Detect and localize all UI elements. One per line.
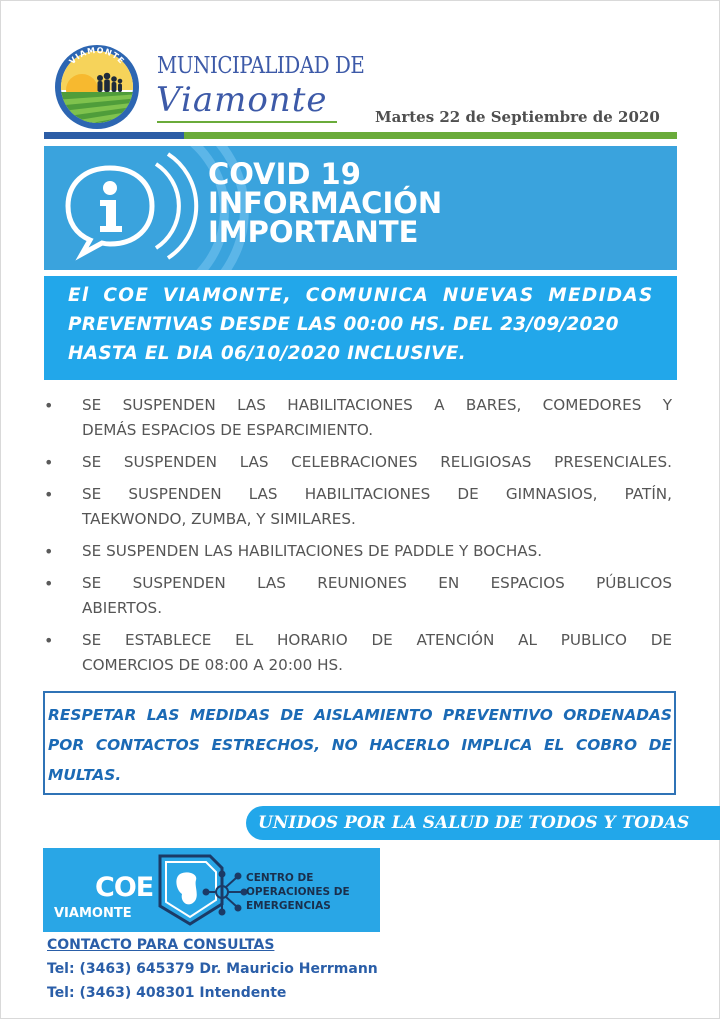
- measure-1-line-2: DEMÁS ESPACIOS DE ESPARCIMIENTO.: [82, 421, 374, 439]
- measure-6-line-1: SE ESTABLECE EL HORARIO DE ATENCIÓN AL PUBLICO DE: [82, 631, 672, 649]
- notice-line-3: MULTAS.: [48, 766, 122, 784]
- coe-desc-line-2: OPERACIONES DE: [246, 886, 350, 898]
- coe-desc-line-1: CENTRO DE: [246, 872, 314, 884]
- contact-heading: CONTACTO PARA CONSULTAS: [47, 937, 275, 953]
- measure-4-line-1: SE SUSPENDEN LAS HABILITACIONES DE PADDLE Y BOCHAS.: [82, 542, 543, 560]
- measure-5-line-2: ABIERTOS.: [82, 599, 163, 617]
- lead-line-2: PREVENTIVAS DESDE LAS 00:00 HS. DEL 23/09/2020: [68, 314, 619, 335]
- bullet-dot: •: [44, 485, 54, 504]
- measure-3-line-2: TAEKWONDO, ZUMBA, Y SIMILARES.: [82, 510, 356, 528]
- bullet-dot: •: [44, 631, 54, 650]
- measure-6-line-2: COMERCIOS DE 08:00 A 20:00 HS.: [82, 656, 343, 674]
- municipality-town: Viamonte: [156, 80, 328, 120]
- logo-text: VIAMONTE: [67, 45, 127, 67]
- notice-line-2: POR CONTACTOS ESTRECHOS, NO HACERLO IMPLICA EL COBRO DE: [48, 736, 672, 754]
- title-line-2: INFORMACIÓN: [208, 186, 443, 220]
- municipality-name: MUNICIPALIDAD DE: [157, 53, 365, 79]
- divider-green: [184, 132, 677, 139]
- contact-phone-2: Tel: (3463) 408301 Intendente: [47, 985, 287, 1001]
- contact-phone-1: Tel: (3463) 645379 Dr. Mauricio Herrmann: [47, 961, 378, 977]
- coe-shield-virus-icon: [150, 850, 250, 930]
- publication-date: Martes 22 de Septiembre de 2020: [375, 108, 660, 126]
- divider-blue: [44, 132, 184, 139]
- municipality-logo: [54, 44, 140, 130]
- header-underline: [157, 121, 337, 123]
- lead-line-1: El COE VIAMONTE, COMUNICA NUEVAS MEDIDAS: [68, 285, 654, 306]
- bullet-dot: •: [44, 396, 54, 415]
- title-line-1: COVID 19: [208, 157, 361, 191]
- coe-acronym: COE: [95, 872, 154, 903]
- lead-line-3: HASTA EL DIA 06/10/2020 INCLUSIVE.: [68, 343, 466, 364]
- measure-5-line-1: SE SUSPENDEN LAS REUNIONES EN ESPACIOS PÚBLICOS: [82, 574, 672, 592]
- coe-place: VIAMONTE: [54, 906, 132, 921]
- title-line-3: IMPORTANTE: [208, 215, 419, 249]
- coe-desc-line-3: EMERGENCIAS: [246, 900, 331, 912]
- measure-2-line-1: SE SUSPENDEN LAS CELEBRACIONES RELIGIOSAS PRESENCIALES.: [82, 453, 672, 471]
- notice-line-1: RESPETAR LAS MEDIDAS DE AISLAMIENTO PREVENTIVO ORDENADAS: [48, 706, 672, 724]
- banner-title: [208, 157, 443, 249]
- measure-3-line-1: SE SUSPENDEN LAS HABILITACIONES DE GIMNASIOS, PATÍN,: [82, 485, 672, 503]
- bullet-dot: •: [44, 542, 54, 561]
- measure-1-line-1: SE SUSPENDEN LAS HABILITACIONES A BARES, COMEDORES Y: [82, 396, 672, 414]
- bullet-dot: •: [44, 453, 54, 472]
- slogan-text: UNIDOS POR LA SALUD DE TODOS Y TODAS: [258, 813, 690, 833]
- bullet-dot: •: [44, 574, 54, 593]
